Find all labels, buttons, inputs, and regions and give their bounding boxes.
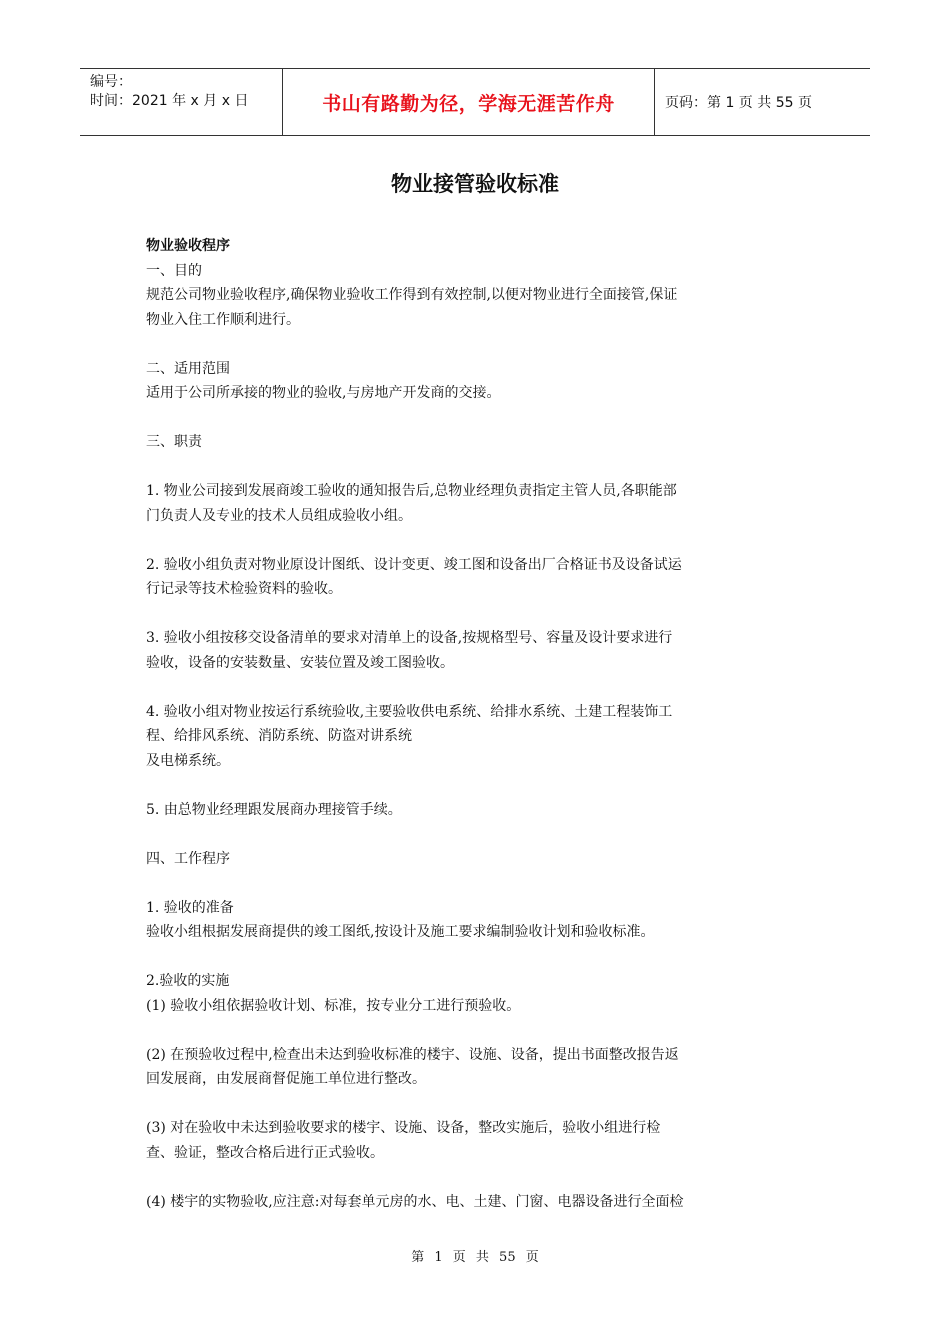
document-body <box>146 234 806 1214</box>
body-line: 1. 验收的准备 <box>146 899 234 916</box>
body-line: (1) 验收小组依据验收计划、标准，按专业分工进行预验收。 <box>146 997 521 1014</box>
blank-line <box>146 822 806 847</box>
body-line: 5. 由总物业经理跟发展商办理接管手续。 <box>146 801 402 818</box>
body-line: 4. 验收小组对物业按运行系统验收,主要验收供电系统、给排水系统、土建工程装饰工 <box>146 703 673 720</box>
body-line: (2) 在预验收过程中,检查出未达到验收标准的楼宇、设施、设备，提出书面整改报告返 <box>146 1046 679 1063</box>
body-line: 1. 物业公司接到发展商竣工验收的通知报告后,总物业经理负责指定主管人员,各职能部 <box>146 483 677 499</box>
body-line: (4) 楼宇的实物验收,应注意:对每套单元房的水、电、土建、门窗、电器设备进行全面检 <box>146 1193 684 1210</box>
blank-line <box>146 1165 806 1190</box>
blank-line <box>146 602 806 627</box>
header-page-info: 页码：第 1 页 共 55 页 <box>665 95 812 111</box>
blank-line <box>146 1092 806 1117</box>
blank-line <box>146 528 806 553</box>
blank-line <box>146 455 806 480</box>
document-date-label: 时间：2021 年 x 月 x 日 <box>90 93 249 109</box>
document-title: 物业接管验收标准 <box>391 172 559 196</box>
body-line: 一、目的 <box>146 262 202 279</box>
blank-line <box>146 406 806 431</box>
body-line: 规范公司物业验收程序,确保物业验收工作得到有效控制,以便对物业进行全面接管,保证 <box>146 287 678 303</box>
body-line: 行记录等技术检验资料的验收。 <box>146 581 342 597</box>
body-line: 及电梯系统。 <box>146 752 230 769</box>
body-line: 程、给排风系统、消防系统、防盗对讲系统 <box>146 728 412 744</box>
document-number-label: 编号： <box>90 74 132 90</box>
body-line: 适用于公司所承接的物业的验收,与房地产开发商的交接。 <box>146 385 501 401</box>
body-line: 查、验证，整改合格后进行正式验收。 <box>146 1144 384 1161</box>
body-lines <box>146 259 806 1215</box>
body-line: 验收小组根据发展商提供的竣工图纸,按设计及施工要求编制验收计划和验收标准。 <box>146 924 655 940</box>
body-line: 三、职责 <box>146 434 202 450</box>
blank-line <box>146 773 806 798</box>
section-heading: 物业验收程序 <box>146 238 230 254</box>
body-line: (3) 对在验收中未达到验收要求的楼宇、设施、设备，整改实施后，验收小组进行检 <box>146 1120 661 1136</box>
blank-line <box>146 675 806 700</box>
blank-line <box>146 871 806 896</box>
body-line: 物业入住工作顺利进行。 <box>146 311 300 328</box>
body-line: 门负责人及专业的技术人员组成验收小组。 <box>146 507 412 524</box>
page-header-table <box>80 68 870 136</box>
blank-line <box>146 1018 806 1043</box>
body-line: 2. 验收小组负责对物业原设计图纸、设计变更、竣工图和设备出厂合格证书及设备试运 <box>146 556 682 573</box>
body-line: 2.验收的实施 <box>146 973 230 989</box>
body-line: 回发展商，由发展商督促施工单位进行整改。 <box>146 1071 426 1087</box>
body-line: 二、适用范围 <box>146 360 230 377</box>
header-meta-cell <box>80 69 282 135</box>
body-line: 四、工作程序 <box>146 850 230 867</box>
page-footer: 第 1 页 共 55 页 <box>411 1250 539 1265</box>
header-motto: 书山有路勤为径，学海无涯苦作舟 <box>282 69 655 135</box>
body-line: 验收，设备的安装数量、安装位置及竣工图验收。 <box>146 654 454 671</box>
blank-line <box>146 945 806 970</box>
blank-line <box>146 332 806 357</box>
body-line: 3. 验收小组按移交设备清单的要求对清单上的设备,按规格型号、容量及设计要求进行 <box>146 630 673 646</box>
